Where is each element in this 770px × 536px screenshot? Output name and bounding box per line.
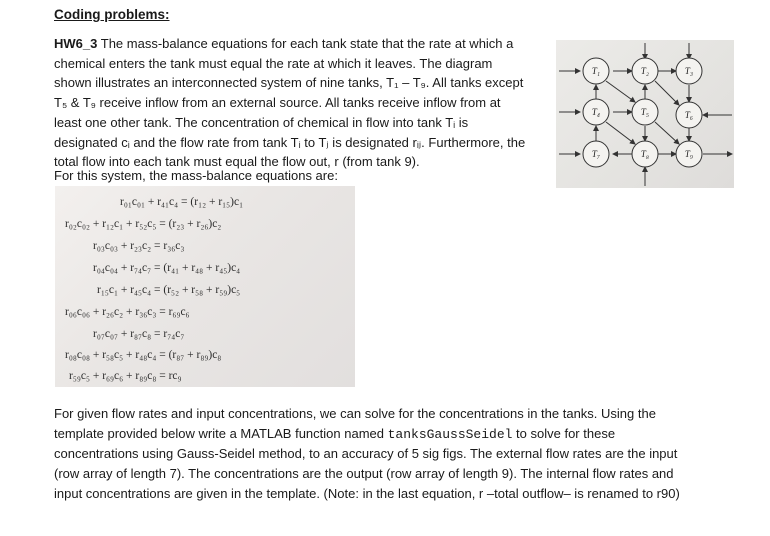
tank-label-t6: T₆	[684, 110, 694, 120]
task-description	[54, 404, 754, 504]
task-line-4: (row array of length 7). The concentrations are the output (row array of length 9). The internal flow rates and	[54, 466, 674, 482]
tank-label-t7: T₇	[591, 149, 601, 159]
tank-label-t2: T₂	[640, 66, 650, 76]
function-name: tanksGaussSeidel	[387, 426, 513, 442]
statement-line-1: HW6_3 The mass-balance equations for each tank state that the rate at which a	[54, 36, 514, 51]
flow-arrow-t5-t9	[655, 122, 679, 144]
section-heading: Coding problems:	[54, 7, 170, 22]
problem-statement	[54, 34, 554, 172]
equation-5: r₁₅c₁ + r₄₅c₄ = (r₅₂ + r₅₈ + r₅₉)c₅	[97, 284, 241, 296]
problem-label: HW6_3	[54, 36, 98, 51]
task-line-2: template provided below write a MATLAB function named tanksGaussSeidel to solve for these	[54, 425, 616, 442]
equation-8: r₀₈c₀₈ + r₅₈c₅ + r₄₈c₄ = (r₈₇ + r₈₉)c₈	[65, 349, 222, 361]
task-line-5: input concentrations are given in the template. (Note: in the last equation, r –total outflow– is renamed to r90)	[54, 485, 680, 501]
equation-2: r₀₂c₀₂ + r₁₂c₁ + r₅₂c₅ = (r₂₃ + r₂₆)c₂	[65, 218, 222, 230]
flow-arrow-t4-t8	[606, 122, 635, 144]
tank-label-t1: T₁	[591, 66, 601, 76]
equation-3: r₀₃c₀₃ + r₂₃c₂ = r₃₆c₃	[93, 240, 185, 252]
equations-image	[55, 186, 355, 387]
flow-arrow-t1-t5	[606, 81, 635, 102]
statement-line-5: least one other tank. The concentration of chemical in flow into tank Tᵢ is	[54, 114, 469, 130]
task-line-3: concentrations using Gauss-Seidel method, to an accuracy of 5 sig figs. The external flow rates are the input	[54, 446, 678, 462]
statement-line-4: T₅ & T₉ receive inflow from an external source. All tanks receive inflow from at	[54, 95, 501, 111]
tank-label-t5: T₅	[640, 107, 650, 117]
statement-line-2: chemical enters the tank must equal the rate at which it leaves. The diagram	[54, 55, 493, 71]
statement-line-3: shown illustrates an interconnected system of nine tanks, T₁ – T₉. All tanks except	[54, 75, 524, 91]
equation-1: r₀₁c₀₁ + r₄₁c₄ = (r₁₂ + r₁₅)c₁	[120, 196, 244, 208]
task-line-1: For given flow rates and input concentrations, we can solve for the concentrations in the tanks. Using the	[54, 406, 656, 421]
tank-network-diagram	[556, 40, 734, 188]
equation-4: r₀₄c₀₄ + r₇₄c₇ = (r₄₁ + r₄₈ + r₄₅)c₄	[93, 262, 241, 274]
equation-7: r₀₇c₀₇ + r₈₇c₈ = r₇₄c₇	[93, 328, 185, 340]
tank-label-t3: T₃	[684, 66, 694, 76]
tank-label-t9: T₉	[684, 149, 694, 159]
statement-line-7: total flow into each tank must equal the flow out, r (from tank 9).	[54, 154, 420, 170]
equation-9: r₅₉c₅ + r₆₉c₆ + r₈₉c₈ = rc₉	[69, 370, 182, 382]
equation-6: r₀₆c₀₆ + r₂₆c₂ + r₃₆c₃ = r₆₉c₆	[65, 306, 190, 318]
tank-label-t4: T₄	[591, 107, 601, 117]
system-intro: For this system, the mass-balance equations are:	[54, 168, 338, 183]
tank-network-svg	[556, 40, 734, 188]
statement-line-6: designated cᵢ and the flow rate from tank Tᵢ to Tⱼ is designated rᵢⱼ. Furthermore, the	[54, 134, 526, 150]
flow-arrow-t2-t6	[655, 81, 679, 105]
tank-label-t8: T₈	[640, 149, 650, 159]
